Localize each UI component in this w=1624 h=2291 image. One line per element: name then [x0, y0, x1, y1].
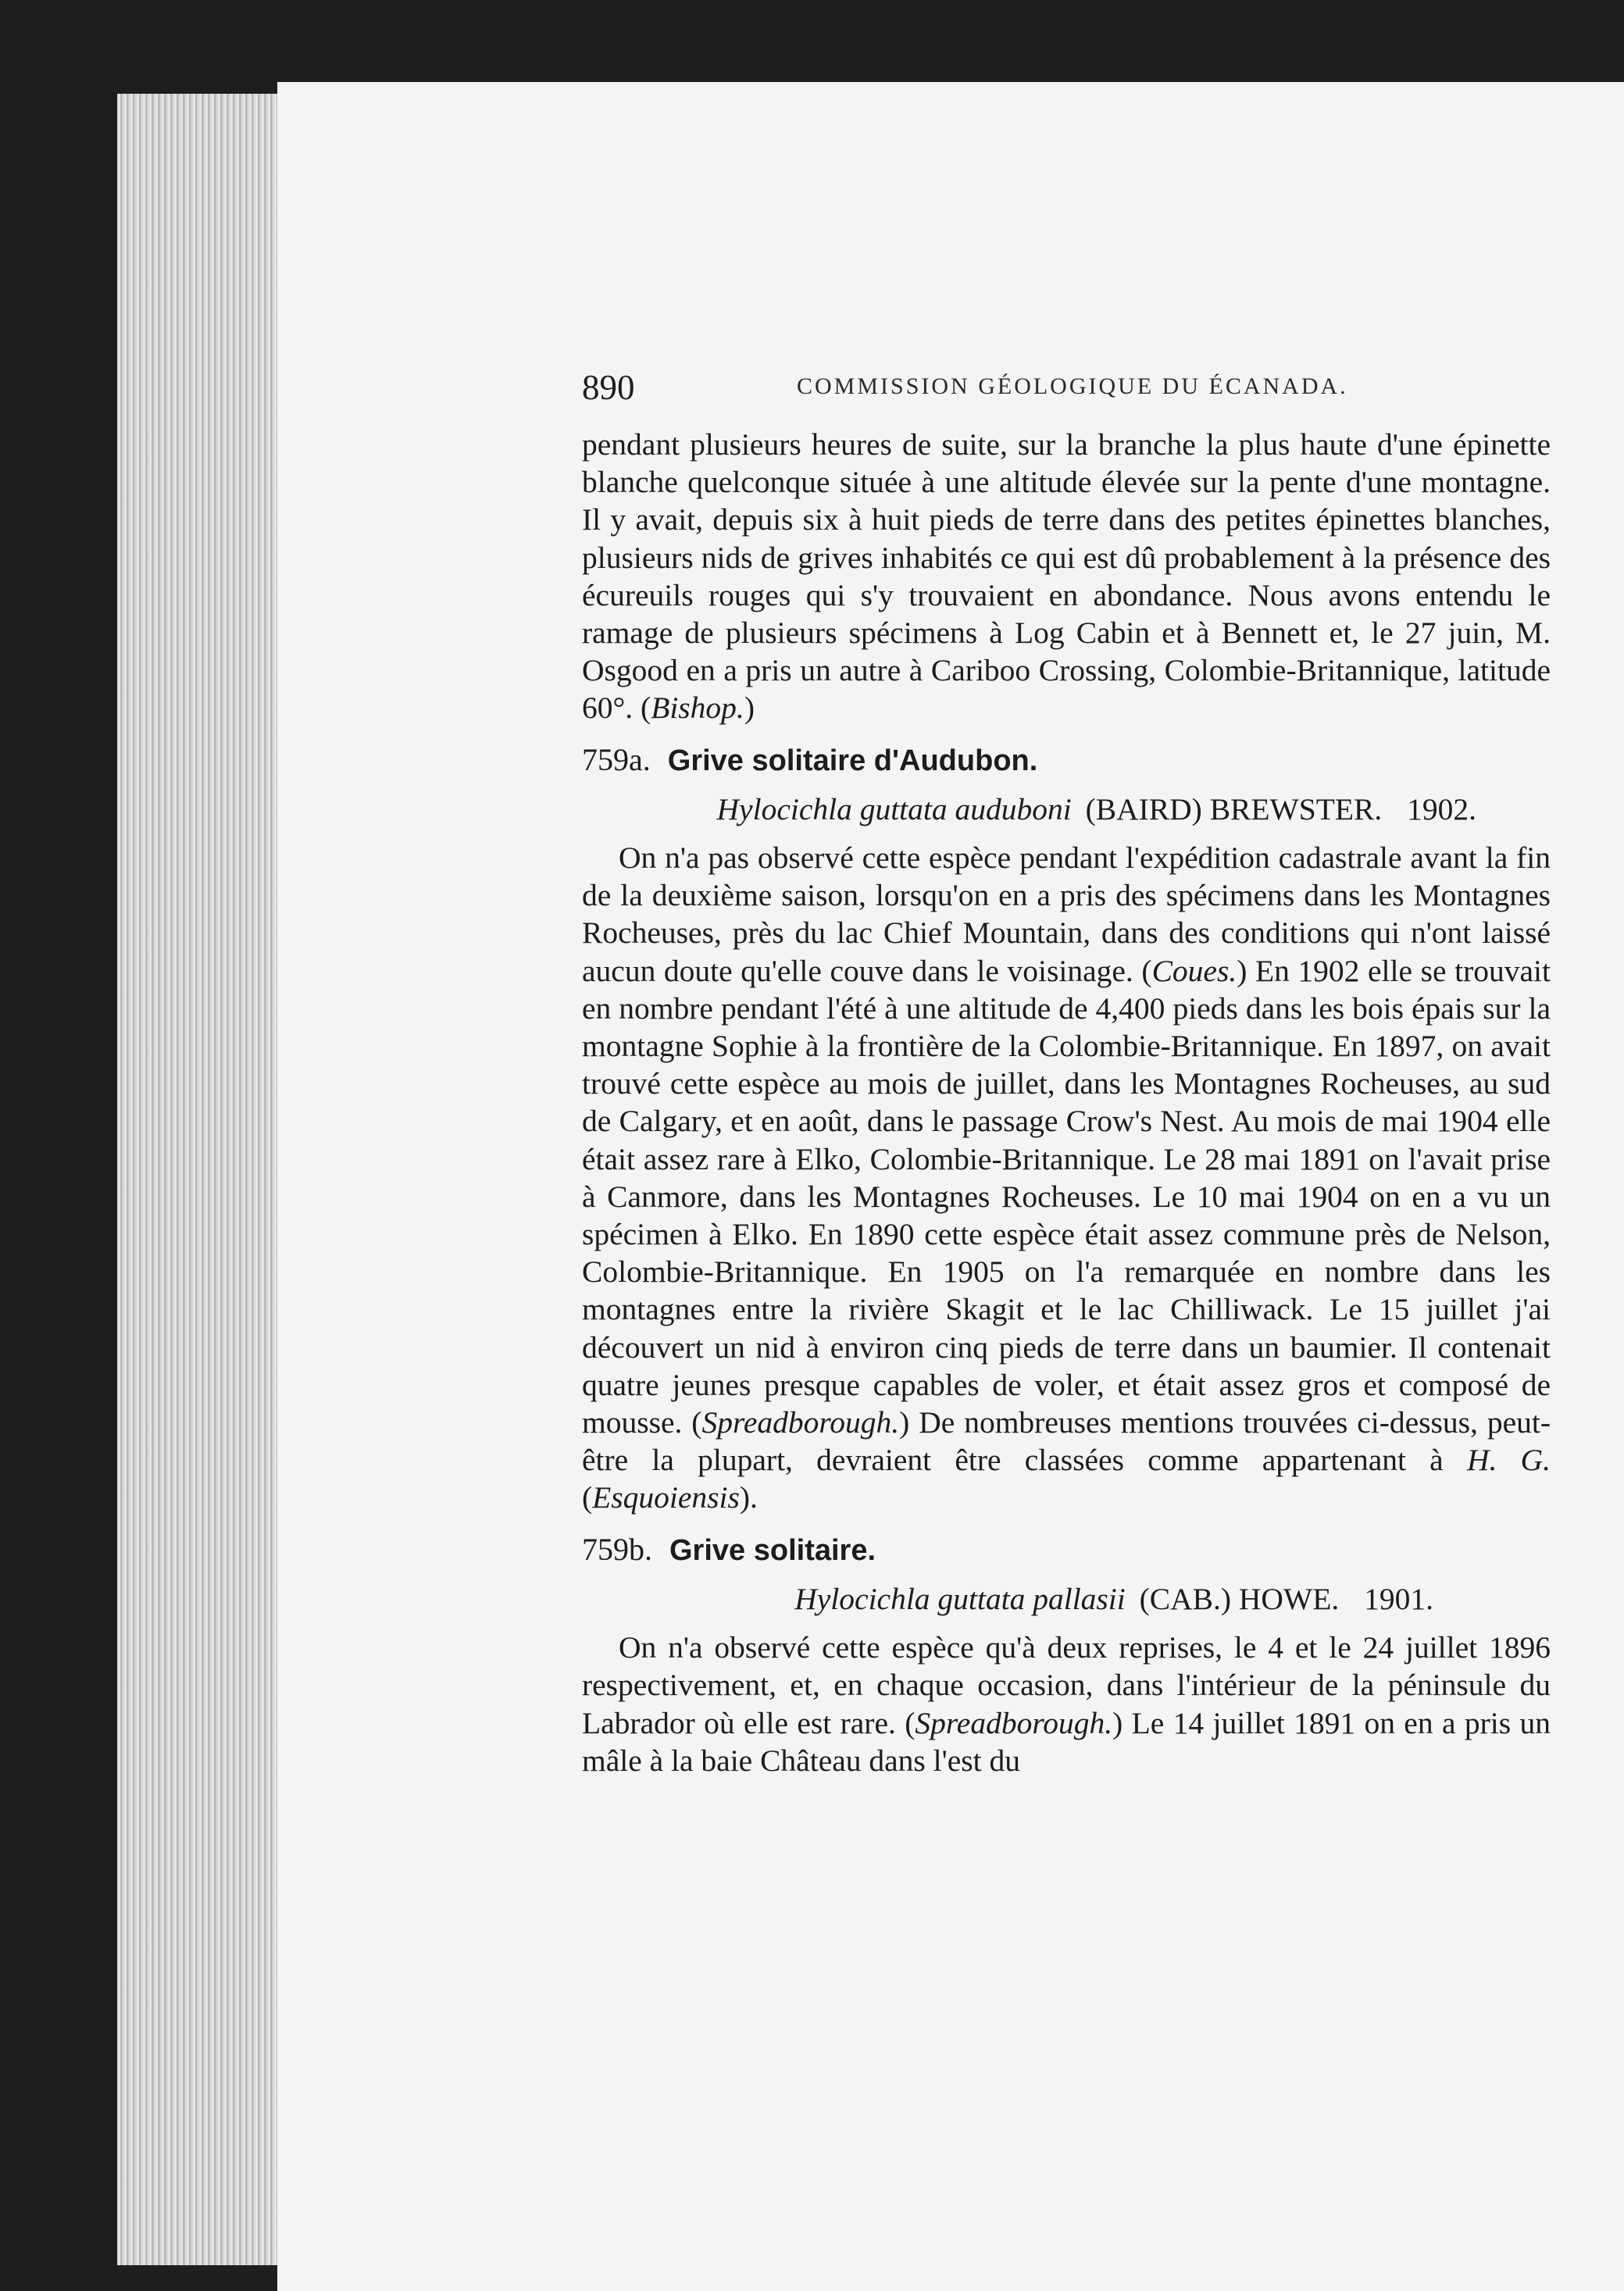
species-common-name: Grive solitaire.	[669, 1533, 876, 1567]
taxon-year: 1901.	[1364, 1581, 1433, 1616]
page-number: 890	[582, 368, 635, 407]
taxon-abbrev: H. G.	[1466, 1443, 1551, 1478]
scientific-name: Hylocichla guttata auduboni	[716, 791, 1072, 826]
taxon-authority: (BAIRD) BREWSTER.	[1085, 791, 1383, 826]
citation: Coues.	[1151, 953, 1237, 988]
page-body	[582, 426, 1551, 1779]
species-common-name: Grive solitaire d'Audubon.	[667, 744, 1038, 777]
citation: Spreadborough.	[701, 1405, 900, 1440]
species-scientific-line	[582, 1580, 1551, 1618]
species-scientific-line	[582, 790, 1551, 828]
species-heading-759a	[582, 741, 1551, 780]
species-heading-759b	[582, 1531, 1551, 1569]
species-number: 759b.	[582, 1531, 652, 1567]
paragraph-759b: On n'a observé cette espèce qu'à deux reprises, le 4 et le 24 juillet 1896 respectivement, et, en chaque occasion, dans l'intérieur de la péninsule du Labrador où elle est rare. (Spreadborough.) Le 14 juillet 1891 on en a pris un mâle à la baie Château dans l'est du	[582, 1630, 1551, 1778]
citation: Spreadborough.	[915, 1705, 1113, 1740]
running-title: COMMISSION GÉOLOGIQUE DU ÉCANADA.	[797, 373, 1348, 399]
paragraph-759a: On n'a pas observé cette espèce pendant l'expédition cadastrale avant la fin de la deuxième saison, lorsqu'on en a pris des spécimens dans les Montagnes Rocheuses, près du lac Chief Mountain, dans des conditions qui n'ont laissé aucun doute qu'elle couve dans le voisinage. (Coues.) En 1902 elle se trouvait en nombre pendant l'été à une altitude de 4,400 pieds dans les bois épais sur la montagne Sophie à la frontière de la Colombie-Britannique. En 1897, on avait trouvé cette espèce au mois de juillet, dans les Montagnes Rocheuses, au sud de Calgary, et en août, dans le passage Crow's Nest. Au mois de mai 1904 elle était assez rare à Elko, Colombie-Britannique. Le 28 mai 1891 on l'avait prise à Canmore, dans les Montagnes Rocheuses. Le 10 mai 1904 on en a vu un spécimen à Elko. En 1890 cette espèce était assez commune près de Nelson, Colombie-Britannique. En 1905 on l'a remarquée en nombre dans les montagnes entre la rivière Skagit et le lac Chilliwack. Le 15 juillet j'ai découvert un nid à environ cinq pieds de terre dans un baumier. Il contenait quatre jeunes presque capables de voler, et était assez gros et composé de mousse. (Spreadborough.) De nombreuses mentions trouvées ci-dessus, peut-être la plupart, devraient être classées comme appartenant à H. G. (Esquoiensis).	[582, 840, 1551, 1515]
taxon-authority: (CAB.) HOWE.	[1139, 1581, 1340, 1616]
book-page-edges	[117, 94, 297, 2265]
species-number: 759a.	[582, 741, 651, 777]
paragraph-continuation: pendant plusieurs heures de suite, sur la branche la plus haute d'une épinette blanche quelconque située à une altitude élevée sur la pente d'une montagne. Il y avait, depuis six à huit pieds de terre dans des petites épinettes blanches, plusieurs nids de grives inhabités ce qui est dû probablement à la présence des écureuils rouges qui s'y trouvaient en abondance. Nous avons entendu le ramage de plusieurs spécimens à Log Cabin et à Bennett et, le 27 juin, M. Osgood en a pris un autre à Cariboo Crossing, Colombie-Britannique, latitude 60°. (Bishop.)	[582, 427, 1551, 726]
citation: Esquoiensis	[592, 1480, 740, 1515]
page-header	[582, 367, 1551, 414]
taxon-year: 1902.	[1407, 791, 1476, 826]
citation: Bishop.	[651, 691, 744, 726]
scientific-name: Hylocichla guttata pallasii	[794, 1581, 1126, 1616]
